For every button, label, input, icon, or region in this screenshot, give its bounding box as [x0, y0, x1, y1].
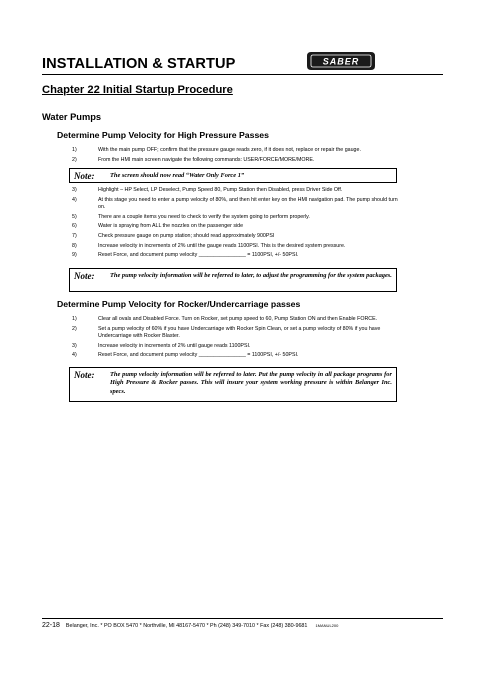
step-text: Reset Force, and document pump velocity ________________ = 1100PSI, +/- 50PSI. — [98, 352, 299, 359]
note-label: Note: — [74, 171, 95, 181]
footer-rule — [42, 618, 443, 619]
step-number: 9) — [72, 252, 77, 259]
step-number: 3) — [72, 342, 77, 349]
step-text: Highlight – HP Select, LP Deselect, Pump Speed 80, Pump Station then Disabled, press Driver Side Off. — [98, 187, 343, 193]
step-text: Water is spraying from ALL the nozzles on the passenger side — [98, 223, 244, 230]
list-item — [72, 214, 402, 222]
section-title: Water Pumps — [42, 112, 102, 122]
list-item — [72, 352, 402, 360]
chapter-title: Chapter 22 Initial Startup Procedure — [42, 84, 233, 96]
note-text: The pump velocity information will be referred to later. Put the pump velocity in all package programs for High Pressure & Rocker passes. This will insure your system working pressure is within Belanger Inc. specs. — [110, 371, 392, 395]
step-text: Increase velocity in increments of 2% until gauge reads 1100PSI. — [98, 342, 251, 349]
saber-logo — [305, 50, 377, 72]
footer-address: Belanger, Inc. * PO BOX 5470 * Northville, MI 48167-5470 * Ph (248) 349-7010 * Fax (248) 380-9681 — [65, 623, 308, 629]
list-item — [72, 157, 402, 165]
note-text: The pump velocity information will be referred to later, to adjust the programming for the system packages. — [110, 272, 392, 279]
list-item — [72, 197, 402, 212]
note-label: Note: — [74, 370, 95, 380]
step-number: 4) — [72, 352, 77, 359]
page-number: 22-18 — [42, 622, 60, 629]
step-number: 2) — [72, 156, 77, 163]
part1-steps-b — [72, 187, 402, 260]
page-header-title: INSTALLATION & STARTUP — [42, 56, 236, 72]
step-number: 7) — [72, 232, 77, 239]
step-text: Reset Force, and document pump velocity ________________ = 1100PSI, +/- 50PSI. — [98, 252, 299, 259]
document-code: 1MANUL200 — [315, 623, 339, 628]
step-text: Check pressure gauge on pump station; should read approximately 900PSI — [98, 232, 275, 239]
step-number: 5) — [72, 213, 77, 220]
step-text: From the HMI main screen navigate the following commands: USER/FORCE/MORE/MORE. — [98, 156, 315, 163]
step-text: Set a pump velocity of 60% if you have Undercarriage with Rocker Spin Clean, or set a pump velocity of 80% if you have Undercarriage with Rocker Blaster. — [98, 325, 381, 340]
step-number: 6) — [72, 223, 77, 230]
note-box — [69, 168, 397, 183]
list-item — [72, 343, 402, 351]
list-item — [72, 316, 402, 324]
step-text: There are a couple items you need to check to verify the system going to perform properly. — [98, 213, 310, 220]
step-text: Increase velocity in increments of 2% until the gauge reads 1100PSI. This is the desired system pressure. — [98, 242, 346, 249]
part2-steps — [72, 316, 402, 360]
note-label: Note: — [74, 271, 95, 281]
list-item — [72, 233, 402, 241]
step-number: 2) — [72, 325, 77, 332]
list-item — [72, 223, 402, 231]
header-rule — [42, 74, 443, 75]
page-footer — [42, 622, 338, 629]
step-number: 8) — [72, 242, 77, 249]
list-item — [72, 326, 402, 341]
note-box — [69, 367, 397, 402]
step-number: 4) — [72, 196, 77, 203]
step-number: 1) — [72, 147, 77, 153]
list-item — [72, 243, 402, 251]
note-box — [69, 268, 397, 292]
note-text: The screen should now read “Water Only Force 1” — [110, 172, 245, 179]
part1-heading: Determine Pump Velocity for High Pressure Passes — [57, 130, 269, 140]
list-item — [72, 187, 402, 195]
step-number: 1) — [72, 316, 77, 322]
step-text: At this stage you need to enter a pump velocity of 80%, and then hit enter key on the HMI navigation pad. The pump should turn on. — [98, 196, 398, 211]
step-text: With the main pump OFF; confirm that the pressure gauge reads zero, if it does not, replace or repair the gauge. — [98, 147, 361, 153]
part1-steps-a — [72, 147, 402, 164]
list-item — [72, 252, 402, 260]
step-text: Clear all ovals and Disabled Force. Turn on Rocker, set pump speed to 60, Pump Station ON and then Enable FORCE. — [98, 316, 378, 322]
logo-text: SABER — [322, 56, 360, 67]
step-number: 3) — [72, 187, 77, 193]
part2-heading: Determine Pump Velocity for Rocker/Undercarriage passes — [57, 299, 301, 309]
list-item — [72, 147, 402, 155]
